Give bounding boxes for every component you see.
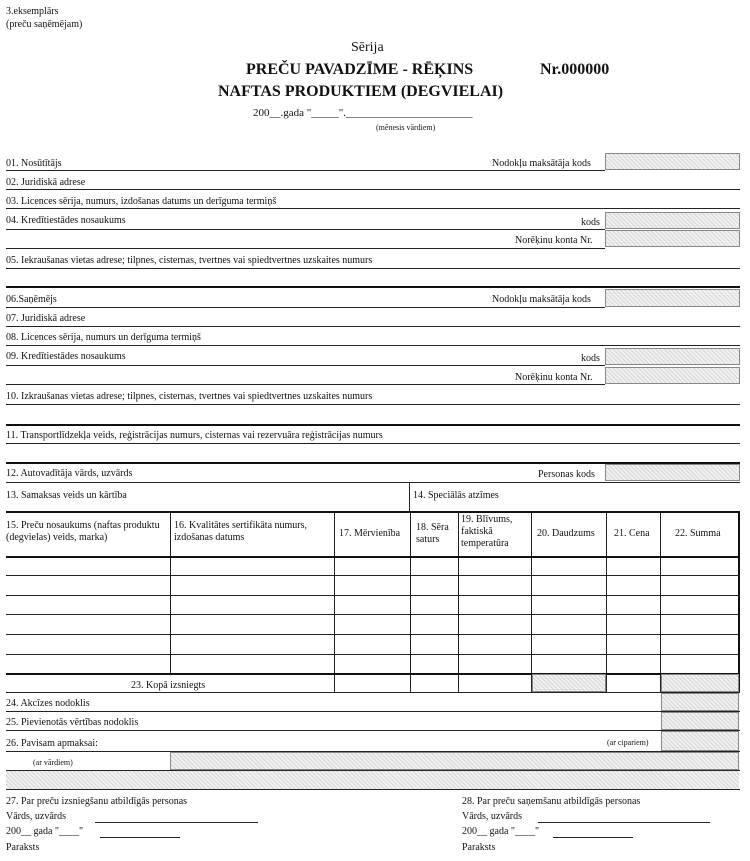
sig-27-name-line[interactable] (95, 822, 258, 823)
receiver-tax-code-label: Nodokļu maksātāja kods (492, 294, 591, 305)
field-12-driver: 12. Autovadītāja vārds, uzvārds (6, 468, 133, 479)
sig-28-name-label: Vārds, uzvārds (462, 811, 522, 822)
field-13-payment: 13. Samaksas veids un kārtība (6, 490, 127, 501)
sig-27-date-label: 200__ gada "____" (6, 826, 84, 837)
copy-note-1: 3.eksemplārs (6, 6, 59, 17)
receiver-account-box[interactable] (605, 367, 740, 384)
field-08-license: 08. Licences sērija, numurs un derīguma termiņš (6, 332, 201, 343)
col-21-price: 21. Cena (614, 528, 650, 539)
field-24-excise: 24. Akcīzes nodoklis (6, 698, 90, 709)
personal-code-box[interactable] (605, 464, 740, 481)
total-sum-box[interactable] (661, 674, 739, 692)
excise-box[interactable] (661, 693, 739, 711)
date-hint: (mēnesis vārdiem) (376, 123, 436, 132)
field-05-loading: 05. Iekraušanas vietas adrese; tilpnes, cisternas, tvertnes vai spiedtvertnes uzskaites numurs (6, 255, 373, 266)
total-digits-box[interactable] (661, 731, 739, 751)
field-01-sender: 01. Nosūtītājs (6, 158, 62, 169)
total-words-box[interactable] (170, 752, 739, 770)
in-words-label: (ar vārdiem) (33, 758, 73, 767)
sig-27-sign-label: Paraksts (6, 842, 40, 853)
receiver-account-label: Norēķinu konta Nr. (515, 372, 593, 383)
field-06-receiver: 06.Saņēmējs (6, 294, 57, 305)
personal-code-label: Personas kods (538, 469, 595, 480)
total-words-box-2[interactable] (6, 771, 739, 789)
col-15-goods: 15. Preču nosaukums (naftas produktu (degvielas) veids, marka) (6, 520, 160, 543)
sig-28-sign-label: Paraksts (462, 842, 496, 853)
table-row (6, 614, 740, 615)
sig-27-name-label: Vārds, uzvārds (6, 811, 66, 822)
receiver-bank-code-box[interactable] (605, 348, 740, 365)
col-18-sulfur: 18. Sēra saturs (416, 522, 449, 545)
sender-tax-code-box[interactable] (605, 153, 740, 170)
field-25-vat: 25. Pievienotās vērtības nodoklis (6, 717, 139, 728)
document-subtitle: NAFTAS PRODUKTIEM (DEGVIELAI) (218, 83, 504, 100)
date-line: 200__.gada "_____"._______________________ (253, 107, 473, 119)
document-number: Nr.000000 (540, 61, 610, 78)
col-17-unit: 17. Mērvienība (339, 528, 401, 539)
col-16-certificate: 16. Kvalitātes sertifikāta numurs, izdošanas datums (174, 520, 308, 543)
sig-28-date-label: 200__ gada "____" (462, 826, 540, 837)
sig-28-date-line[interactable] (553, 837, 633, 838)
total-issued-label: 23. Kopā izsniegts (131, 680, 206, 691)
table-row (6, 634, 740, 635)
field-02-address: 02. Juridiskā adrese (6, 177, 86, 188)
sig-27-date-line[interactable] (100, 837, 180, 838)
field-09-bank: 09. Kredītiestādes nosaukums (6, 351, 126, 362)
field-10-unloading: 10. Izkraušanas vietas adrese; tilpnes, cisternas, tvertnes vai spiedtvertnes uzskaites numurs (6, 391, 373, 402)
col-22-sum: 22. Summa (675, 528, 721, 539)
field-07-address: 07. Juridiskā adrese (6, 313, 86, 324)
copy-note-2: (preču saņēmējam) (6, 19, 83, 30)
sig-28-title: 28. Par preču saņemšanu atbildīgās personas (462, 796, 641, 807)
sender-bank-code-label: kods (581, 217, 600, 228)
col-19-density: 19. Blīvums, faktiskā temperatūra (461, 514, 513, 549)
total-quantity-box[interactable] (532, 674, 606, 692)
sig-28-name-line[interactable] (538, 822, 710, 823)
sender-tax-code-label: Nodokļu maksātāja kods (492, 158, 591, 169)
field-14-special: 14. Speciālās atzīmes (413, 490, 499, 501)
table-row (6, 575, 740, 576)
table-row (6, 595, 740, 596)
sender-bank-code-box[interactable] (605, 212, 740, 229)
field-04-bank: 04. Kredītiestādes nosaukums (6, 215, 126, 226)
table-row (6, 654, 740, 655)
field-03-license: 03. Licences sērija, numurs, izdošanas datums un derīguma termiņš (6, 196, 277, 207)
vat-box[interactable] (661, 712, 739, 730)
col-20-quantity: 20. Daudzums (537, 528, 595, 539)
field-11-transport: 11. Transportlīdzekļa veids, reģistrācijas numurs, cisternas vai rezervuāra reģistrācijas numurs (6, 430, 383, 441)
sender-account-box[interactable] (605, 230, 740, 247)
sig-27-title: 27. Par preču izsniegšanu atbildīgās personas (6, 796, 188, 807)
in-digits-label: (ar cipariem) (607, 738, 649, 747)
field-26-total-payment: 26. Pavisam apmaksai: (6, 738, 98, 749)
document-title: PREČU PAVADZĪME - RĒĶINS (246, 61, 474, 78)
receiver-bank-code-label: kods (581, 353, 600, 364)
sender-account-label: Norēķinu konta Nr. (515, 235, 593, 246)
receiver-tax-code-box[interactable] (605, 289, 740, 307)
series-label: Sērija (351, 40, 384, 55)
